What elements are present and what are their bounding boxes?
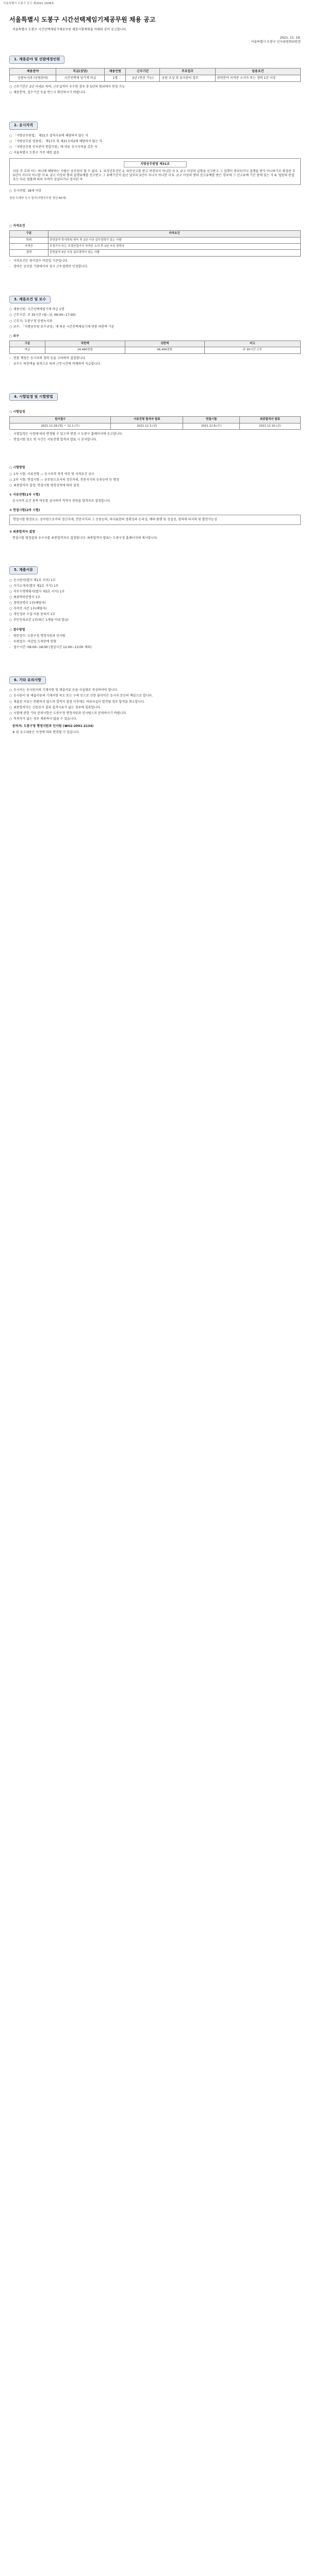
col-pay-min: 하한액 [45, 341, 125, 347]
cell-count: 1명 [105, 75, 126, 82]
qualification-table [9, 230, 301, 257]
step1-title: ① 서류전형(1차 시험) [9, 493, 40, 497]
list-item: ○ 응시원서 및 제출서류의 기재사항 착오 또는 누락 등으로 인한 불이익은 응시자 본인의 책임으로 합니다. [9, 694, 301, 698]
list-item: ○ 「지방공무원 인사분야 통합지침」에 따른 응시자격을 갖춘 자 [9, 145, 301, 149]
qual-notes [9, 259, 301, 269]
closing-note: ※ 위 공고내용은 사정에 따라 변경될 수 있습니다. [12, 731, 80, 735]
law-box [9, 158, 301, 185]
list-item: - 연봉 책정은 응시자의 경력 등을 고려하여 결정합니다. [9, 357, 301, 361]
step2-title: ② 면접시험(2차 시험) [9, 509, 40, 513]
col-period: 근무기간 [126, 68, 160, 75]
col-interview: 면접시험 [183, 417, 240, 423]
col-pay-kind: 구분 [10, 341, 45, 347]
submit-title: ○ 접수방법 [9, 628, 25, 632]
col-final: 최종합격자 발표 [239, 417, 300, 423]
law-box-title: 지방공무원법 제31조 [124, 161, 187, 167]
col-kind: 구분 [10, 231, 48, 237]
cell-kind: 자격증 [10, 243, 48, 249]
date-text: 2021. 11. 19. [280, 36, 301, 40]
submit-list [9, 634, 301, 650]
col-pay-note: 비고 [204, 341, 300, 347]
list-item: ○ 근무지: 도봉구청 공원녹지과 [9, 319, 301, 324]
list-item: ○ 응시연령: 18세 이상 [9, 189, 301, 193]
recruit-table [9, 68, 301, 82]
eligibility-list [9, 134, 301, 155]
cell-pay-min: 24,480천원 [45, 347, 125, 353]
col-field: 채용분야 [10, 68, 56, 75]
table-row [10, 75, 301, 82]
schedule-notes [9, 432, 301, 442]
cell-final: 2021.12.10.(금) [239, 423, 300, 429]
age-note: 정년 도래자 응시 불가(지방공무원 정년 60세) [9, 196, 67, 200]
intro-paragraph: 서울특별시 도봉구 시간선택제임기제공무원 채용시험계획을 아래와 같이 공고합니다. [12, 28, 127, 32]
list-item: ○ 적격자가 없는 경우 채용하지 않을 수 있습니다. [9, 717, 301, 721]
table-row [10, 250, 301, 256]
pay-table [9, 341, 301, 354]
cell-qual: 관련분야 3년 이상 실무경력이 있는 사람 [48, 250, 301, 256]
col-requirement: 임용요건 [215, 68, 300, 75]
list-item: - 방문접수: 도봉구청 행정지원과 인사팀 [9, 634, 301, 638]
list-item: ○ 1차 시험: 서류전형 — 응시자격 적격 여부 및 자격요건 심사 [9, 472, 301, 477]
list-item: - 우편접수: 마감일 도착분에 한함 [9, 640, 301, 644]
notices-list [9, 688, 301, 721]
list-item: ○ 「지방공무원법」 제31조 결격사유에 해당하지 않는 자 [9, 134, 301, 138]
list-item: ○ 제출된 서류는 반환하지 않으며 합격자 결정 이후에도 허위사실이 발견될 경우 합격을 취소합니다. [9, 700, 301, 704]
table-row [10, 347, 301, 353]
col-apply: 원서접수 [10, 417, 111, 423]
step2-text: 면접시험 평정요소: 공무원으로서의 정신자세, 전문지식과 그 응용능력, 의사표현의 정확성과 논리성, 예의·품행 및 성실성, 창의력·의지력 및 발전가능성 [13, 518, 217, 522]
col-grade: 직급(상당) [56, 68, 104, 75]
table-row [10, 237, 301, 243]
cell-qual: 조경기사 또는 조경산업기사 자격증 소지 후 1년 이상 경력자 [48, 243, 301, 249]
list-item: ○ 서울특별시 도봉구 거주 제한 없음 [9, 151, 301, 155]
list-item: ○ 근무기간은 2년 이내로 하며, 근무실적이 우수한 경우 총 5년의 범위에서 연장 가능 [9, 85, 301, 89]
list-item: ○ 근무시간: 주 35시간 (월~금, 09:00~17:00) [9, 313, 301, 317]
pay-notes [9, 357, 301, 366]
list-item: ○ 응시원서(별지 제1호 서식) 1부 [9, 579, 301, 583]
list-item: ○ 개인정보 수집·이용 동의서 1부 [9, 613, 301, 617]
section-heading-recruit: 1. 채용분야 및 선발예정인원 [9, 56, 64, 63]
list-item: ○ 경력증명서 1부(해당자) [9, 601, 301, 605]
section-heading-schedule: 4. 시험일정 및 시험방법 [9, 393, 58, 401]
qual-title: ○ 자격요건 [9, 224, 25, 228]
list-item: ○ 시험에 관한 기타 문의사항은 도봉구청 행정지원과 인사팀으로 문의하시기 바랍니다. [9, 711, 301, 716]
cell-kind: 학위 [10, 237, 48, 243]
list-item: - 자격요건은 원서접수 마감일 기준입니다. [9, 259, 301, 263]
list-item: - 보수는 하한액을 원칙으로 하며 근무시간에 비례하여 지급합니다. [9, 362, 301, 366]
age-list [9, 189, 301, 193]
cell-qual: 관련분야 학사학위 취득 후 1년 이상 실무경력이 있는 사람 [48, 237, 301, 243]
cell-pay-kind: 마급 [10, 347, 45, 353]
cell-pay-max: 36,456천원 [125, 347, 204, 353]
cell-interview: 2021.12.8.(수) [183, 423, 240, 429]
list-item: ○ 최종합격자는 신원조사 결과 결격사유가 없는 경우에 임용합니다. [9, 706, 301, 710]
list-item: ○ 채용분야, 접수기간 등을 반드시 확인하시기 바랍니다. [9, 91, 301, 95]
list-item: ○ 최종합격자 결정: 면접시험 평정성적에 따라 결정 [9, 484, 301, 488]
list-item: - 시험일정은 사정에 따라 변경될 수 있으며 변경 시 도봉구 홈페이지에 공고합니다. [9, 432, 301, 436]
recruit-notes [9, 85, 301, 95]
col-duty: 주요업무 [160, 68, 215, 75]
list-item: ○ 「지방공무원 임용령」 제17조 및 제21조의2에 해당하지 않는 자 [9, 140, 301, 144]
list-item: ○ 자격증 사본 1부(해당자) [9, 607, 301, 611]
step3-text: 면접시험 평정결과 우수자를 최종합격자로 결정합니다. 최종합격자 발표는 도봉구청 홈페이지에 게시합니다. [12, 536, 158, 540]
list-item: - 면접시험 장소 및 시간은 서류전형 합격자 발표 시 공지합니다. [9, 438, 301, 442]
schedule-title: ○ 시험일정 [9, 410, 25, 414]
col-qual: 자격요건 [48, 231, 301, 237]
announcement-date [9, 36, 301, 44]
cell-requirement: 관련분야 자격증 소지자 또는 경력 1년 이상 [215, 75, 300, 82]
cell-duty: 공원 조성 및 유지관리 업무 [160, 75, 215, 82]
col-count: 채용인원 [105, 68, 126, 75]
cell-apply: 2021.11.29.(월) ~ 12.1.(수) [10, 423, 111, 429]
cell-pay-note: 주 35시간 근무 [204, 347, 300, 353]
cell-field: 공원녹지과 (공원관리) [10, 75, 56, 82]
page-reference: 서울특별시 도봉구 공고 제2021-1938호 [3, 2, 54, 5]
list-item: ○ 자기소개서(별지 제2호 서식) 1부 [9, 584, 301, 588]
law-box-text: 다음 각 호의 어느 하나에 해당하는 사람은 공무원이 될 수 없다. 1. 피성년후견인 2. 파산선고를 받고 복권되지 아니한 자 3. 금고 이상의 실형을 선고받고 그 집행이 종료되거나 집행을 받지 아니하기로 확정된 후 5년이 지나지 아니한 자 4. 금고 이상의 형의 집행유예를 선고받고 그 유예기간이 끝난 날부터 2년이 지나지 아니한 자 5. 금고 이상의 형의 선고유예를 받은 경우에 그 선고유예 기간 중에 있는 자 6. 법원의 판결 또는 다른 법률에 따라 자격이 상실되거나 정지된 자 [13, 170, 296, 182]
step1-text: 응시자격 요건 충족 여부를 심사하여 적격자 전원을 합격자로 결정합니다. [12, 499, 111, 503]
list-item: ○ 응시자는 응시원서의 기재사항 및 제출서류 등을 사실대로 작성하여야 합니다. [9, 688, 301, 692]
section-heading-eligibility: 2. 응시자격 [9, 122, 38, 129]
documents-list [9, 579, 301, 623]
section-heading-notices: 6. 기타 유의사항 [9, 676, 46, 684]
col-doc-result: 서류전형 합격자 발표 [111, 417, 183, 423]
issuer-text: 서울특별시 도봉구 인사위원회위원장 [251, 40, 301, 44]
interview-box [9, 515, 301, 525]
method-title: ○ 시험방법 [9, 466, 25, 470]
col-pay-max: 상한액 [125, 341, 204, 347]
contact-info: 문의처: 도봉구청 행정지원과 인사팀 (☎02-2091-2134) [12, 724, 94, 728]
list-item: - 경력은 공인된 기관에서의 상시 근무경력만 인정합니다. [9, 265, 301, 269]
cell-period: 2년 (연장 가능) [126, 75, 160, 82]
schedule-table [9, 416, 301, 430]
list-item: ○ 주민등록초본 1부(최근 1개월 이내 발급) [9, 618, 301, 622]
method-list [9, 472, 301, 488]
step3-title: ③ 최종합격자 결정 [9, 530, 35, 534]
cell-doc-result: 2021.12.3.(금) [111, 423, 183, 429]
table-row [10, 423, 301, 429]
section-heading-documents: 5. 제출서류 [9, 566, 38, 574]
cell-grade: 시간선택제 임기제 마급 [56, 75, 104, 82]
page-title: 서울특별시 도봉구 시간선택제임기제공무원 채용 공고 [9, 16, 156, 23]
list-item: ○ 채용인원: 시간선택제임기제 마급 1명 [9, 308, 301, 312]
conditions-list [9, 308, 301, 329]
list-item: ○ 2차 시험: 면접시험 — 공무원으로서의 정신자세, 전문지식과 응용능력 등 평정 [9, 478, 301, 482]
pay-title: ○ 보수 [9, 334, 19, 338]
section-heading-conditions: 3. 채용조건 및 보수 [9, 296, 51, 303]
list-item: ○ 직무수행계획서(별지 제3호 서식) 1부 [9, 590, 301, 594]
list-item: ○ 최종학력증명서 1부 [9, 596, 301, 600]
list-item: ○ 보수: 「지방공무원 보수규정」에 따른 시간선택제임기제 연봉 하한액 기준 [9, 325, 301, 329]
cell-kind: 경력 [10, 250, 48, 256]
list-item: - 접수시간: 09:00~18:00 (점심시간 12:00~13:00 제외) [9, 646, 301, 650]
table-row [10, 243, 301, 249]
document [9, 15, 301, 737]
